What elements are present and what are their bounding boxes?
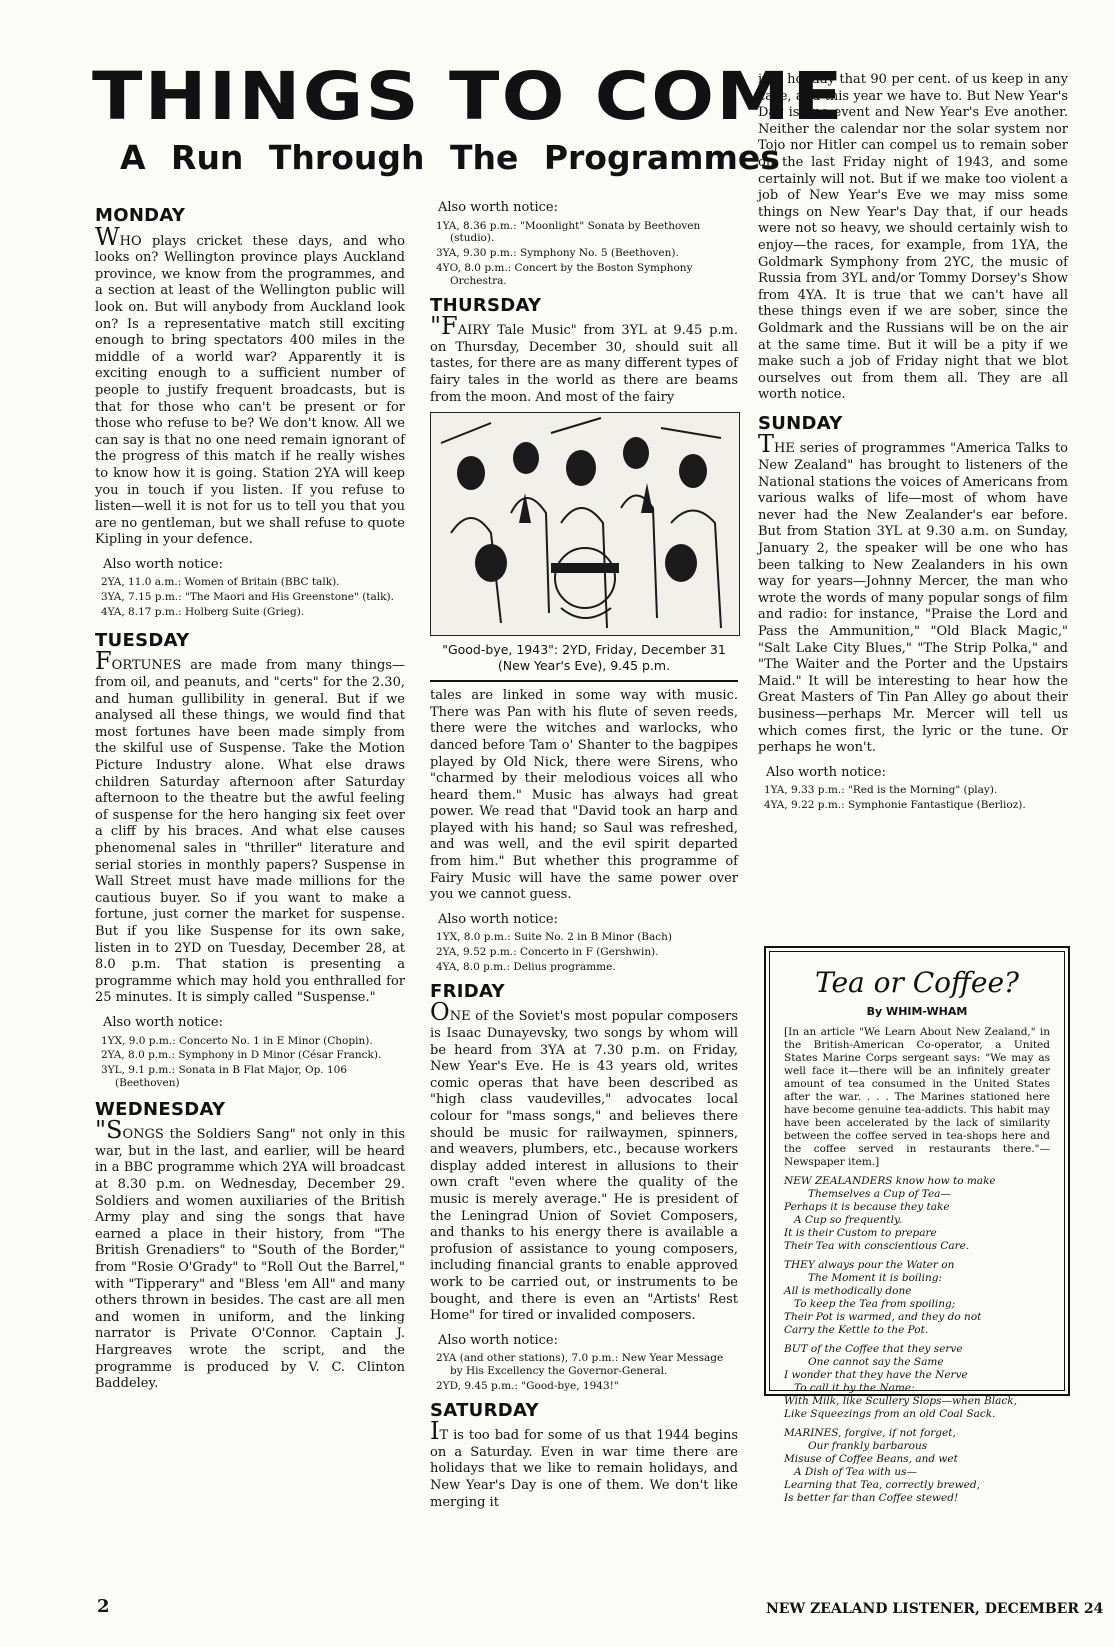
sunday-body: THE series of programmes "America Talks to New Zealand" has brought to listeners of the National stations the voices of Americans from various walks of life—most of whom have never had the New Zealander's ear before. But from Station 3YL at 9.30 a.m. on Sunday, January 2, the speaker will be one who has been talking to New Zealanders in his own way for years—Johnny Mercer, the man who wrote the words of many popular songs of film and radio: for instance, "Praise the Lord and Pass the Ammunition," "Old Black Magic," "Salt Lake City Blues," "The Strip Polka," and "The Waiter and the Porter and the Upstairs Maid." It will be interesting to hear how the Great Masters of Tin Pan Alley go about their business—perhaps Mr. Mercer will tell us which comes first, the lyric or the tune. Or perhaps he won't. xyxy=(758,430,1068,756)
poem-line: The Moment it is boiling: xyxy=(808,1272,943,1284)
friday-worth-label: Also worth notice: xyxy=(438,1332,559,1348)
poem-line: With Milk, like Scullery Slops—when Black, xyxy=(784,1395,1017,1407)
poem-byline: By WHIM-WHAM xyxy=(866,1005,968,1018)
column-1 xyxy=(95,200,405,1395)
column-2 xyxy=(430,200,738,1513)
poem-line: Like Squeezings from an old Coal Sack. xyxy=(784,1408,996,1420)
listing-entry: 1YA, 8.36 p.m.: "Moonlight" Sonata by Beethoven (studio). xyxy=(436,219,701,245)
sunday-section xyxy=(758,412,1068,812)
sunday-worth-label: Also worth notice: xyxy=(766,764,887,780)
listing-entry: 4YO, 8.0 p.m.: Concert by the Boston Symphony Orchestra. xyxy=(436,261,693,287)
listing-entry: 2YA (and other stations), 7.0 p.m.: New Year Message by His Excellency the Governor-General. xyxy=(436,1352,724,1378)
listing-entry: 2YA, 9.52 p.m.: Concerto in F (Gershwin). xyxy=(436,946,659,959)
poem-line: Misuse of Coffee Beans, and wet xyxy=(784,1453,958,1465)
party-illustration-drawing xyxy=(431,413,739,635)
poem-line: All is methodically done xyxy=(784,1285,912,1297)
poem-line: Learning that Tea, correctly brewed, xyxy=(784,1479,980,1491)
monday-body: WHO plays cricket these days, and who looks on? Wellington province plays Auckland province, we know from the programmes, and a section at least of the Wellington public will look on. But will anybody from Auckland look on? Is a representative match still exciting enough to bring spectators 400 miles in the middle of a world war? Apparently it is exciting enough to a sufficient number of people to justify frequent broadcasts, but is that for those who can't be present or for those who refuse to be? We don't know. All we can say is that no one need remain ignorant of the progress of this match if he really wishes to know how it is going. Station 2YA will keep you in touch if you listen. If you refuse to listen—well it is not for us to tell you that you are no gentleman, but we shall refuse to quote Kipling in your defence. xyxy=(95,222,405,548)
sunday-heading: SUNDAY xyxy=(758,412,843,434)
page-title: THINGS TO COME xyxy=(92,58,845,135)
saturday-heading: SATURDAY xyxy=(430,1399,539,1421)
wednesday-heading: WEDNESDAY xyxy=(95,1098,226,1120)
tuesday-worth-label: Also worth notice: xyxy=(103,1014,224,1030)
wednesday-section xyxy=(95,1098,405,1393)
friday-body: ONE of the Soviet's most popular composers is Isaac Dunayevsky, two songs by whom will be heard from 3YA at 7.30 p.m. on Friday, New Year's Eve. He is 43 years old, writes comic operas that have been described as "high class vaudevilles," advocates local colour for "mass songs," and believes there should be music for railwaymen, spinners, and weavers, plumbers, etc., because workers display added interest in allusions to their own craft "even where the quality of the music is merely average." He is president of the Leningrad Union of Soviet Composers, and thanks to his energy there is available a profusion of assistance to young composers, including financial grants to enable approved work to be carried out, or instruments to be bought, and there is even an "Artists' Rest Home" for tired or invalided composers. xyxy=(430,998,738,1324)
monday-heading: MONDAY xyxy=(95,205,186,226)
poem-line: Their Pot is warmed, and they do not xyxy=(784,1311,982,1323)
friday-section xyxy=(430,980,738,1393)
poem-stanza xyxy=(784,1343,1050,1421)
tuesday-body: FORTUNES are made from many things—from oil, and peanuts, and "certs" for the 2.30, and human gullibility in general. But if we analysed all these things, we would find that most fortunes have been made simply from the skilful use of Suspense. Take the Motion Picture Industry alone. What else draws children Saturday afternoon after Saturday afternoon to the theatre but the awful feeling of suspense for the hero hanging six feet over a cliff by his braces. And what else causes phenomenal sales in "thriller" literature and serial stories in monthly papers? Suspense in Wall Street must have made millions for the cautious buyer. So if you want to make a fortune, just corner the market for suspense. But if you like Suspense for its own sake, listen in to 2YD on Tuesday, December 28, at 8.0 p.m. That station is presenting a programme which may hold you enthralled for 25 minutes. It is simply called "Suspense." xyxy=(95,647,405,1006)
listing-entry: 4YA, 8.17 p.m.: Holberg Suite (Grieg). xyxy=(101,606,305,619)
poem-line: To call it by the Name: xyxy=(794,1382,915,1394)
page-number: 2 xyxy=(97,1596,110,1617)
magazine-footer: NEW ZEALAND LISTENER, DECEMBER 24 xyxy=(766,1601,1104,1617)
poem-line: NEW ZEALANDERS know how to make xyxy=(784,1175,996,1187)
poem-line: A Dish of Tea with us— xyxy=(794,1466,918,1478)
friday-heading: FRIDAY xyxy=(430,980,505,1002)
illustration-caption: "Good-bye, 1943": 2YD, Friday, December 31 (New Year's Eve), 9.45 p.m. xyxy=(430,642,738,682)
thursday-section xyxy=(430,294,738,974)
listing-entry: 1YX, 8.0 p.m.: Suite No. 2 in B Minor (Bach) xyxy=(436,931,673,944)
listing-entry: 4YA, 9.22 p.m.: Symphonie Fantastique (Berlioz). xyxy=(764,799,1026,812)
party-illustration xyxy=(430,412,740,636)
poem-line: It is their Custom to prepare xyxy=(784,1227,937,1239)
tea-or-coffee-box xyxy=(764,946,1070,1504)
poem-stanza xyxy=(784,1427,1050,1505)
poem-line: THEY always pour the Water on xyxy=(784,1259,955,1271)
listing-entry: 3YA, 7.15 p.m.: "The Maori and His Greenstone" (talk). xyxy=(101,591,394,604)
poem-title: Tea or Coffee? xyxy=(814,966,1020,999)
page-subtitle: A Run Through The Programmes xyxy=(120,138,780,177)
poem-intro: [In an article "We Learn About New Zealand," in the British-American Co-operator, a United States Marine Corps sergeant says: "We may as well face it—there will be an infinitely greater amount of tea consumed in the United States after the war. . . . The Marines stationed here have become genuine tea-addicts. This habit may have been accelerated by the lack of similarity between the coffee served in tea-shops here and the coffee served in restaurants there."—Newspaper item.] xyxy=(784,1026,1050,1168)
monday-worth-label: Also worth notice: xyxy=(103,556,224,572)
poem-line: Our frankly barbarous xyxy=(808,1440,928,1452)
listing-entry: 4YA, 8.0 p.m.: Delius programme. xyxy=(436,961,616,974)
poem-line: A Cup so frequently. xyxy=(794,1214,902,1226)
poem-stanza xyxy=(784,1259,1050,1337)
thursday-heading: THURSDAY xyxy=(430,294,542,316)
wednesday-body: "SONGS the Soldiers Sang" not only in this war, but in the last, and earlier, will be heard in a BBC programme which 2YA will broadcast at 8.30 p.m. on Wednesday, December 29. Soldiers and women auxiliaries of the British Army play and sing the songs that have earned a place in their history, from "The British Grenadiers" to "South of the Border," from "Rosie O'Grady" to "Roll Out the Barrel," with "Tipperary" and "Bless 'em All" and many others thrown in besides. The cast are all men and women in uniform, and the linking narrator is Private O'Connor. Captain J. Hargreaves wrote the script, and the programme is produced by V. C. Clinton Baddeley. xyxy=(95,1116,405,1392)
listing-entry: 1YA, 9.33 p.m.: "Red is the Morning" (play). xyxy=(764,784,998,797)
thursday-body-2: tales are linked in some way with music. There was Pan with his flute of seven reeds, there were the witches and warlocks, who danced before Tam o' Shanter to the bagpipes played by Old Nick, there were Sirens, who "charmed by their melodious voices all who heard them." Music has always had great power. We read that "David took an harp and played with his hand; so Saul was refreshed, and was well, and the evil spirit departed from him." But whether this programme of Fairy Music will have the same power over you we cannot guess. xyxy=(430,688,738,903)
listing-entry: 3YA, 9.30 p.m.: Symphony No. 5 (Beethoven). xyxy=(436,247,679,260)
poem-line: BUT of the Coffee that they serve xyxy=(784,1343,963,1355)
listing-entry: 3YL, 9.1 p.m.: Sonata in B Flat Major, Op. 106 (Beethoven) xyxy=(101,1064,348,1089)
poem-line: Is better far than Coffee stewed! xyxy=(784,1492,959,1504)
listing-entry: 2YA, 11.0 a.m.: Women of Britain (BBC talk). xyxy=(101,576,340,589)
saturday-body-1: IT is too bad for some of us that 1944 begins on a Saturday. Even in war time there are holidays that we like to remain holidays, and New Year's Day is one of them. We don't like merging it xyxy=(430,1417,738,1510)
poem-line: Perhaps it is because they take xyxy=(784,1201,950,1213)
poem-line: One cannot say the Same xyxy=(808,1356,944,1368)
column-3 xyxy=(758,72,1068,814)
tea-or-coffee-inner xyxy=(769,951,1065,1504)
poem-line: To keep the Tea from spoiling; xyxy=(794,1298,956,1310)
poem-line: I wonder that they have the Nerve xyxy=(784,1369,968,1381)
poem-line: MARINES, forgive, if not forget, xyxy=(784,1427,956,1439)
monday-section xyxy=(95,205,405,619)
listing-entry: 1YX, 9.0 p.m.: Concerto No. 1 in E Minor (Chopin). xyxy=(101,1034,373,1047)
tuesday-heading: TUESDAY xyxy=(95,629,190,651)
poem-line: Themselves a Cup of Tea— xyxy=(808,1188,951,1200)
poem-stanza xyxy=(784,1175,1050,1253)
wednesday-worth-label: Also worth notice: xyxy=(438,200,559,215)
saturday-body-2: in a holiday that 90 per cent. of us keep in any case, and this year we have to. But New Year's Day is one event and New Year's Eve another. Neither the calendar nor the solar system nor Tojo nor Hitler can compel us to remain sober on the last Friday night of 1943, and some certainly will not. But if we make too violent a job of New Year's Eve we may miss some things on New Year's Day that, if our heads were not so heavy, we should certainly wish to enjoy—the races, for example, from 1YA, the Goldmark Symphony from 2YC, the music of Russia from 3YL and/or Tommy Dorsey's Show from 4YA. It is true that we can't have all these things even if we are sober, since the Goldmark and the Russians will be on the air at the same time. But it will be a pity if we make such a job of Friday night that we blot ourselves out from them all. They are all worth notice. xyxy=(758,72,1068,403)
listing-entry: 2YA, 8.0 p.m.: Symphony in D Minor (César Franck). xyxy=(101,1049,382,1062)
thursday-body-1: "FAIRY Tale Music" from 3YL at 9.45 p.m. on Thursday, December 30, should suit all tastes, for there are as many different types of fairy tales in the world as there are beams from the moon. And most of the fairy xyxy=(430,312,738,405)
listing-entry: 2YD, 9.45 p.m.: "Good-bye, 1943!" xyxy=(436,1379,619,1392)
poem-line: Carry the Kettle to the Pot. xyxy=(784,1324,929,1336)
tuesday-section xyxy=(95,629,405,1090)
thursday-worth-label: Also worth notice: xyxy=(438,911,559,927)
saturday-section xyxy=(430,1399,738,1512)
poem-line: Their Tea with conscientious Care. xyxy=(784,1240,970,1252)
